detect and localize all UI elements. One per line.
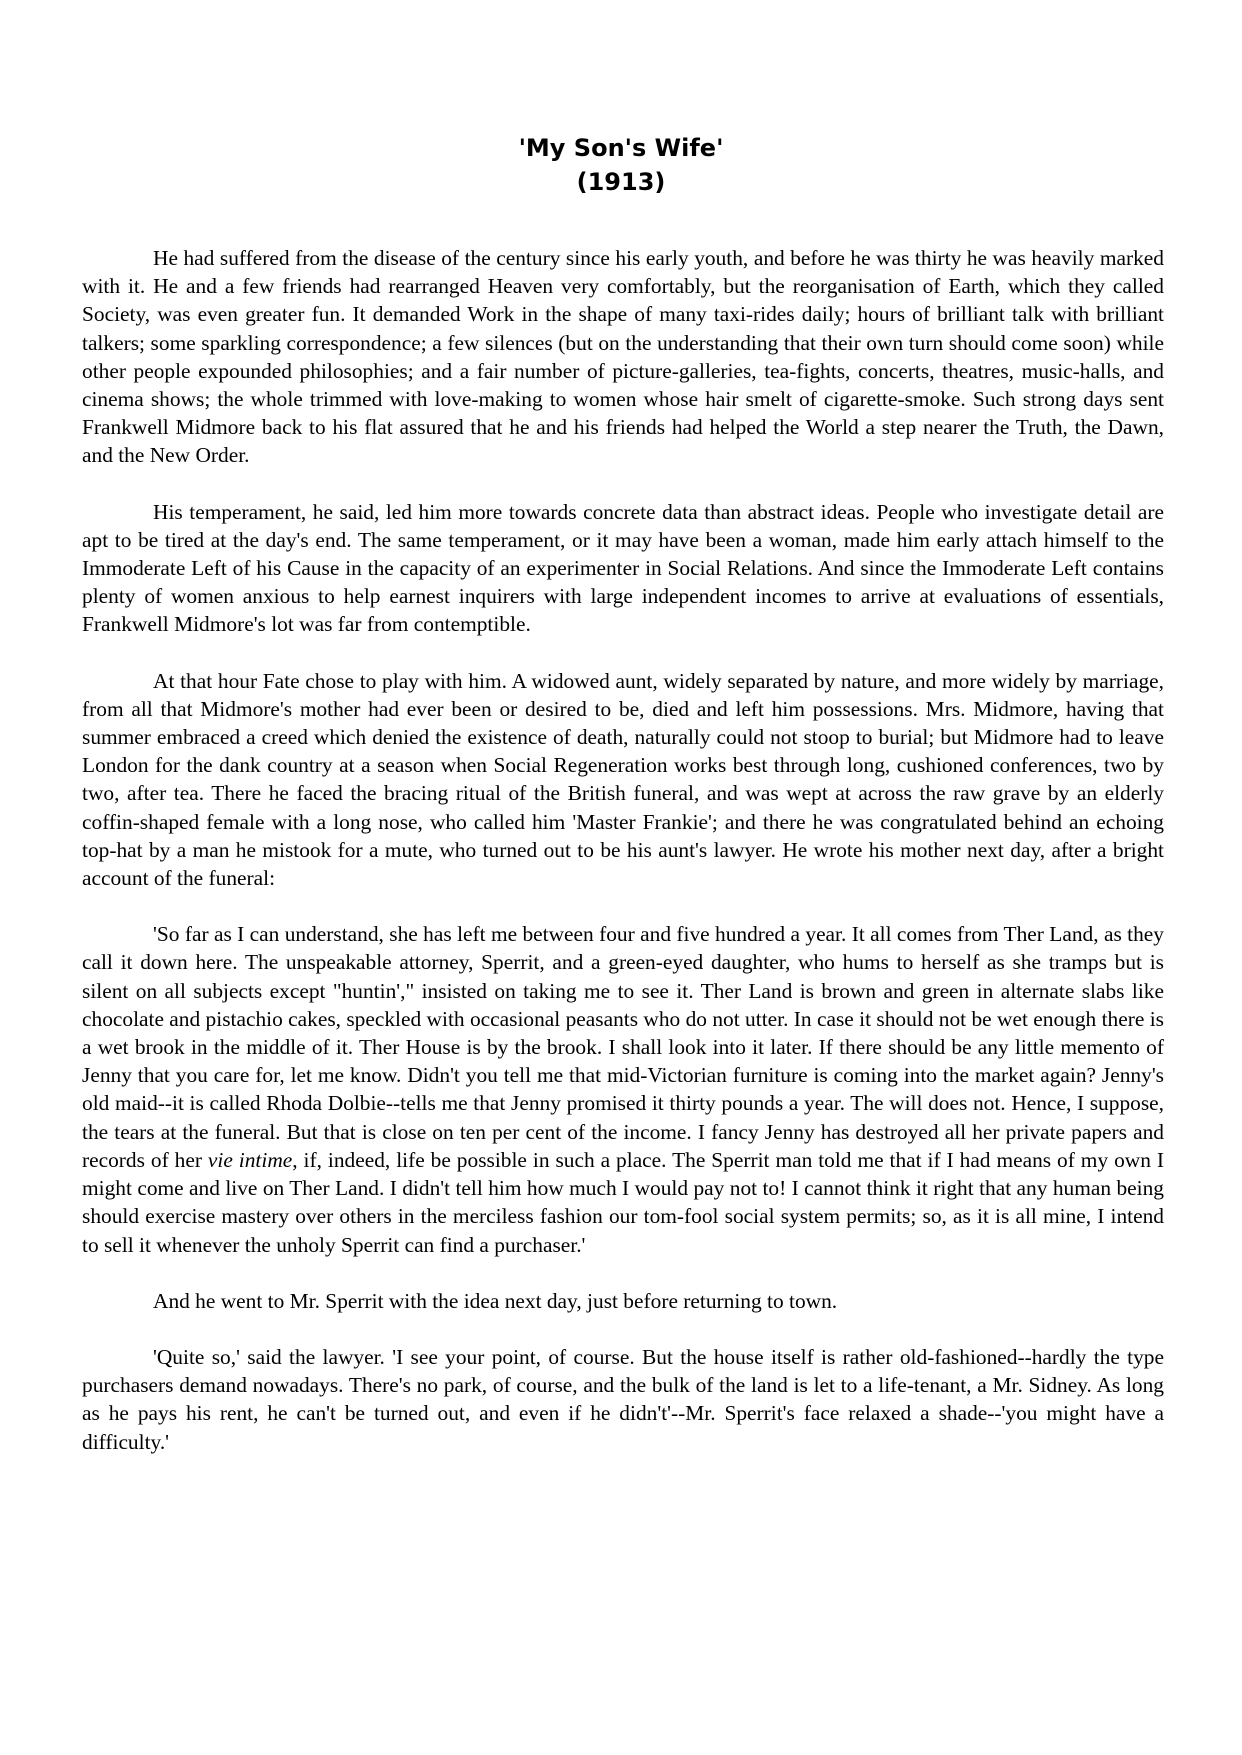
paragraph-5: And he went to Mr. Sperrit with the idea next day, just before returning to town. (153, 1288, 838, 1313)
letter-text-part-2: , if, indeed, life be possible in such a place. The Sperrit man told me that if I had means of my own I might come and live on Ther Land. I didn't tell him how much I would pay not to! I cannot think it right that any human being should exercise mastery over others in the merciless fashion our tom-fool social system permits; so, as it is all mine, I intend to sell it whenever the unholy Sperrit can find a purchaser.' (82, 1147, 1164, 1257)
letter-text-part-1: 'So far as I can understand, she has left me between four and five hundred a year. It all comes from Ther Land, as they call it down here. The unspeakable attorney, Sperrit, and a green-eyed daughter, who hums to herself as she tramps but is silent on all subjects except "huntin'," insisted on taking me to see it. Ther Land is brown and green in alternate slabs like chocolate and pistachio cakes, speckled with occasional peasants who do not utter. In case it should not be wet enough there is a wet brook in the middle of it. Ther House is by the brook. I shall look into it later. If there should be any little memento of Jenny that you care for, let me know. Didn't you tell me that mid-Victorian furniture is coming into the market again? Jenny's old maid--it is called Rhoda Dolbie--tells me that Jenny promised it thirty pounds a year. The will does not. Hence, I suppose, the tears at the funeral. But that is close on ten per cent of the income. I fancy Jenny has destroyed all her private papers and records of her (82, 922, 1164, 1172)
paragraph-6: 'Quite so,' said the lawyer. 'I see your point, of course. But the house itself is rather old-fashioned--hardly the type purchasers demand nowadays. There's no park, of course, and the bulk of the land is let to a life-tenant, a Mr. Sidney. As long as he pays his rent, he can't be turned out, and even if he didn't'--Mr. Sperrit's face relaxed a shade--'you might have a difficulty.' (82, 1344, 1164, 1454)
paragraph-2: His temperament, he said, led him more towards concrete data than abstract ideas. People who investigate detail are apt to be tired at the day's end. The same temperament, or it may have been a woman, made him early attach himself to the Immoderate Left of his Cause in the capacity of an experimenter in Social Relations. And since the Immoderate Left contains plenty of women anxious to help earnest inquirers with large independent incomes to arrive at evaluations of essentials, Frankwell Midmore's lot was far from contemptible. (82, 499, 1164, 637)
document-title: 'My Son's Wife' (518, 134, 724, 162)
paragraph-4-letter (82, 920, 1164, 1258)
letter-italic-phrase: vie intime (207, 1147, 293, 1172)
document-year: (1913) (576, 168, 666, 196)
paragraph-1: He had suffered from the disease of the century since his early youth, and before he was thirty he was heavily marked with it. He and a few friends had rearranged Heaven very comfortably, but the reorganisation of Earth, which they called Society, was even greater fun. It demanded Work in the shape of many taxi-rides daily; hours of brilliant talk with brilliant talkers; some sparkling correspondence; a few silences (but on the understanding that their own turn should come soon) while other people expounded philosophies; and a fair number of picture-galleries, tea-fights, concerts, theatres, music-halls, and cinema shows; the whole trimmed with love-making to women whose hair smelt of cigarette-smoke. Such strong days sent Frankwell Midmore back to his flat assured that he and his friends had helped the World a step nearer the Truth, the Dawn, and the New Order. (82, 246, 1164, 468)
document-body (82, 244, 1164, 1484)
paragraph-3: At that hour Fate chose to play with him. A widowed aunt, widely separated by nature, and more widely by marriage, from all that Midmore's mother had ever been or desired to be, died and left him possessions. Mrs. Midmore, having that summer embraced a creed which denied the existence of death, naturally could not stoop to burial; but Midmore had to leave London for the dank country at a season when Social Regeneration works best through long, cushioned conferences, two by two, after tea. There he faced the bracing ritual of the British funeral, and was wept at across the raw grave by an elderly coffin-shaped female with a long nose, who called him 'Master Frankie'; and there he was congratulated behind an echoing top-hat by a man he mistook for a mute, who turned out to be his aunt's lawyer. He wrote his mother next day, after a bright account of the funeral: (82, 668, 1164, 891)
